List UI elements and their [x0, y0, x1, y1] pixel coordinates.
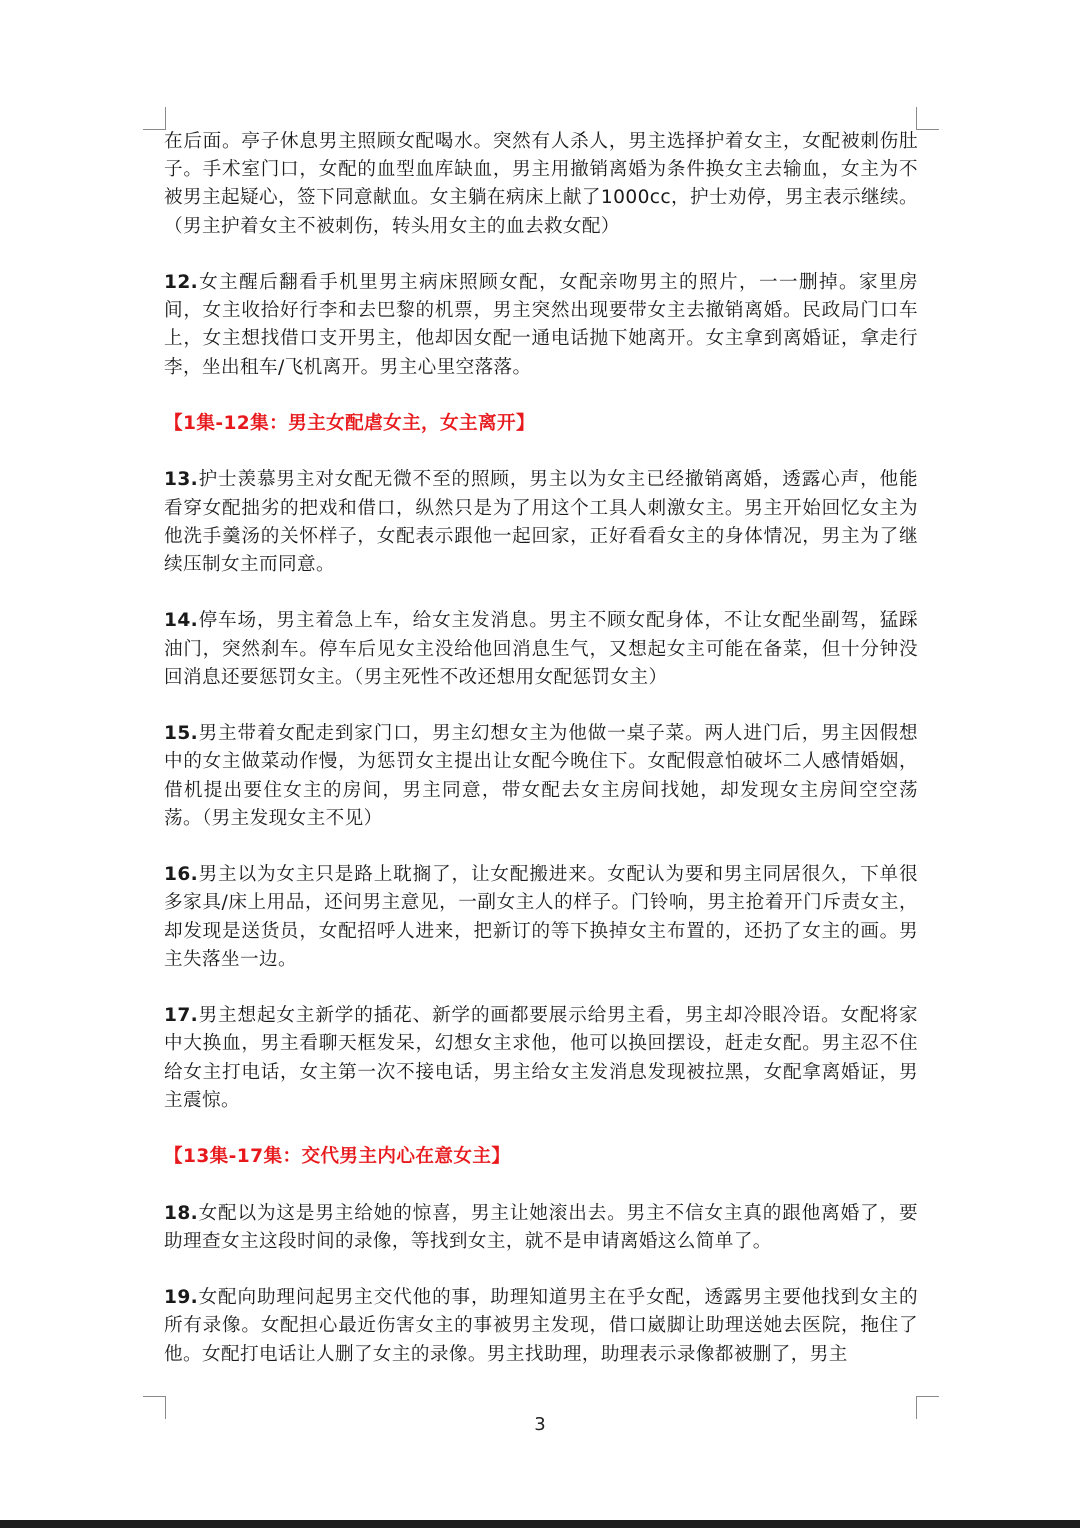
paragraph-15 — [164, 720, 918, 833]
paragraph-number: 19. — [164, 1287, 199, 1309]
paragraph-13 — [164, 466, 918, 579]
paragraph-text: 男主以为女主只是路上耽搁了，让女配搬进来。女配认为要和男主同居很久，下单很多家具/床上用品，还问男主意见，一副女主人的样子。门铃响，男主抢着开门斥责女主，却发现是送货员，女配招呼人进来，把新订的等下换掉女主布置的，还扔了女主的画。男主失落坐一边。 — [164, 864, 918, 970]
document-body — [164, 128, 918, 1397]
paragraph-16 — [164, 861, 918, 974]
paragraph-text: 停车场，男主着急上车，给女主发消息。男主不顾女配身体，不让女配坐副驾，猛踩油门，突然刹车。停车后见女主没给他回消息生气，又想起女主可能在备菜，但十分钟没回消息还要惩罚女主。（男主死性不改还想用女配惩罚女主） — [164, 610, 918, 688]
paragraph-text: 在后面。亭子休息男主照顾女配喝水。突然有人杀人，男主选择护着女主，女配被刺伤肚子。手术室门口，女配的血型血库缺血，男主用撤销离婚为条件换女主去输血，女主为不被男主起疑心，签下同意献血。女主躺在病床上献了1000cc，护士劝停，男主表示继续。（男主护着女主不被刺伤，转头用女主的血去救女配） — [164, 131, 918, 237]
page-number: 3 — [534, 1414, 546, 1435]
bottom-edge-bar — [0, 1520, 1080, 1528]
paragraph-text: 男主想起女主新学的插花、新学的画都要展示给男主看，男主却冷眼冷语。女配将家中大换血，男主看聊天框发呆，幻想女主求他，他可以换回摆设，赶走女配。男主忍不住给女主打电话，女主第一次不接电话，男主给女主发消息发现被拉黑，女配拿离婚证，男主震惊。 — [164, 1005, 918, 1111]
section-heading-13-17: 【13集-17集：交代男主内心在意女主】 — [164, 1146, 511, 1168]
paragraph-number: 13. — [164, 469, 199, 491]
paragraph-text: 男主带着女配走到家门口，男主幻想女主为他做一桌子菜。两人进门后，男主因假想中的女主做菜动作慢，为惩罚女主提出让女配今晚住下。女配假意怕破坏二人感情婚姻，借机提出要住女主的房间，男主同意，带女配去女主房间找她，却发现女主房间空空荡荡。（男主发现女主不见） — [164, 723, 918, 829]
paragraph-number: 18. — [164, 1202, 199, 1224]
paragraph-number: 16. — [164, 864, 199, 886]
paragraph-19 — [164, 1284, 918, 1369]
paragraph-continued — [164, 128, 918, 241]
paragraph-number: 14. — [164, 610, 199, 632]
paragraph-text: 护士羡慕男主对女配无微不至的照顾，男主以为女主已经撤销离婚，透露心声，他能看穿女配拙劣的把戏和借口，纵然只是为了用这个工具人刺激女主。男主开始回忆女主为他洗手羹汤的关怀样子，女配表示跟他一起回家，正好看看女主的身体情况，男主为了继续压制女主而同意。 — [164, 469, 918, 575]
paragraph-17 — [164, 1002, 918, 1115]
section-heading-1-12: 【1集-12集：男主女配虐女主，女主离开】 — [164, 413, 536, 434]
paragraph-18 — [164, 1200, 918, 1256]
paragraph-12 — [164, 269, 918, 382]
crop-mark-top-left — [143, 107, 166, 130]
crop-mark-top-right — [916, 107, 939, 130]
paragraph-number: 12. — [164, 272, 199, 293]
paragraph-text: 女主醒后翻看手机里男主病床照顾女配，女配亲吻男主的照片，一一删掉。家里房间，女主收拾好行李和去巴黎的机票，男主突然出现要带女主去撤销离婚。民政局门口车上，女主想找借口支开男主，他却因女配一通电话抛下她离开。女主拿到离婚证，拿走行李，坐出租车/飞机离开。男主心里空落落。 — [164, 272, 918, 378]
paragraph-number: 17. — [164, 1005, 199, 1027]
paragraph-text: 女配向助理问起男主交代他的事，助理知道男主在乎女配，透露男主要他找到女主的所有录像。女配担心最近伤害女主的事被男主发现，借口崴脚让助理送她去医院，拖住了他。女配打电话让人删了女主的录像。男主找助理，助理表示录像都被删了，男主 — [164, 1287, 918, 1365]
paragraph-text: 女配以为这是男主给她的惊喜，男主让她滚出去。男主不信女主真的跟他离婚了，要助理查女主这段时间的录像，等找到女主，就不是申请离婚这么简单了。 — [164, 1202, 918, 1252]
paragraph-14 — [164, 607, 918, 692]
paragraph-number: 15. — [164, 723, 199, 745]
